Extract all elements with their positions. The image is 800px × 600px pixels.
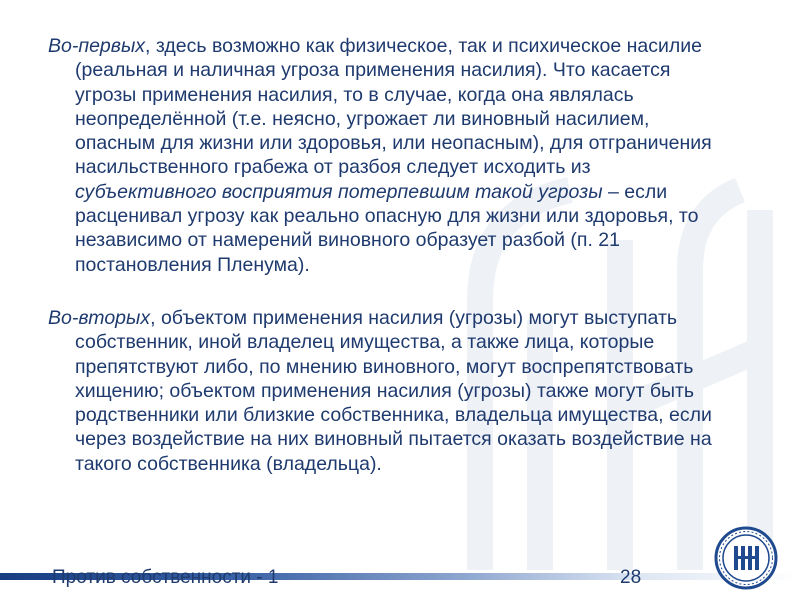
text-run: Во-первых (48, 35, 146, 57)
text-run: субъективного восприятия потерпевшим такой угрозы (75, 180, 603, 203)
footer-title: Против собственности - 1 (52, 567, 279, 588)
university-seal-icon (714, 526, 778, 590)
text-run: Во-вторых (48, 306, 151, 329)
text-run: , здесь возможно как физическое, так и психическое насилие (реальная и наличная угроза применения насилия). Что касается угрозы применения насилия, то в случае, когда она являлась неопределённой (т.е. неясно, угрожает ли виновный насилием, опасным для жизни или здоровья, или неопасным), для отграничения насильственного грабежа от разбоя следует исходить из (75, 35, 712, 179)
text-run: , объектом применения насилия (угрозы) могут выступать собственник, иной владелец имущества, а также лица, которые препятствуют либо, по мнению виновного, могут воспрепятствовать хищению; объектом применения насилия (угрозы) также могут быть родственники или близкие собственника, владельца имущества, если через воздействие на них виновный пытается оказать воздействие на такого собственника (владельца). (75, 306, 712, 475)
paragraph-first (48, 34, 728, 277)
text-run: – если расценивал угрозу как реально опасную для жизни или здоровья, то независимо от намерений виновного образует разбой (п. 21 постановления Пленума). (75, 180, 699, 276)
slide-body (48, 34, 728, 476)
page-number: 28 (620, 567, 642, 588)
paragraph-second (48, 306, 728, 476)
